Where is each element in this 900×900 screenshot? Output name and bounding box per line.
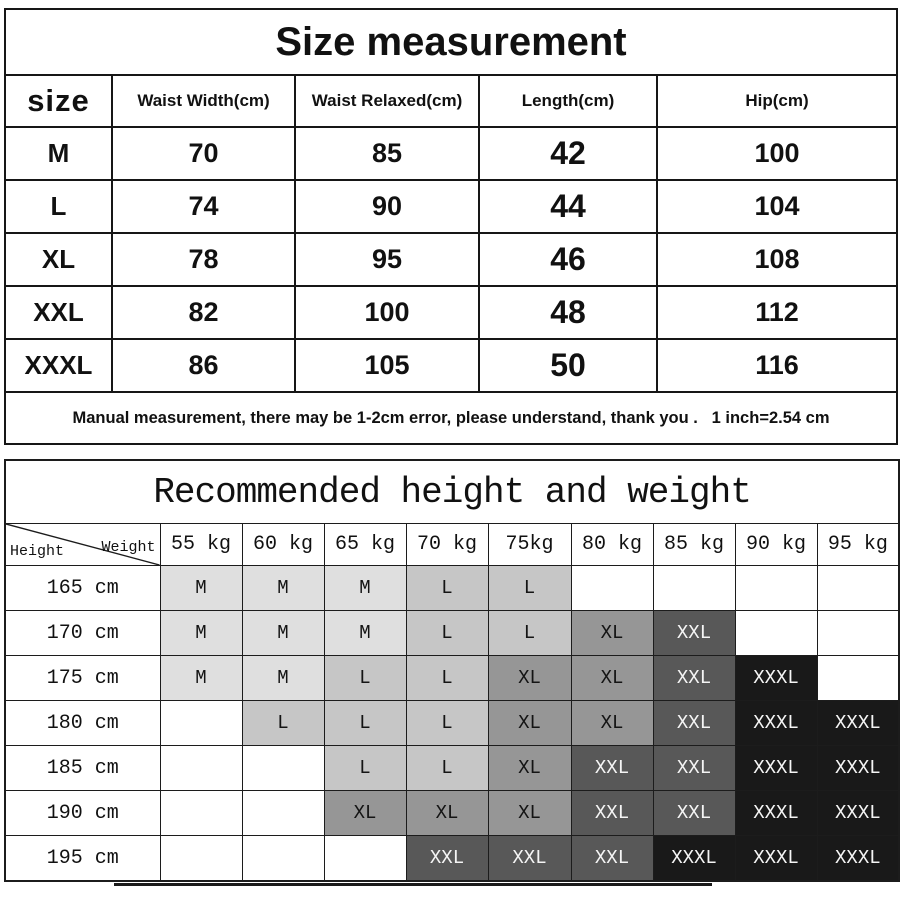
hip-value: 104 xyxy=(657,180,897,233)
waist-width-value: 78 xyxy=(112,233,295,286)
height-weight-corner-cell xyxy=(5,524,160,566)
grid-cell: XXL xyxy=(488,836,571,882)
height-row-175 xyxy=(5,656,899,701)
weight-header: 80 kg xyxy=(571,524,653,566)
size-label: XXXL xyxy=(5,339,112,392)
grid-cell: XL xyxy=(488,656,571,701)
grid-cell: XXXL xyxy=(735,656,817,701)
size-row-xxl xyxy=(5,286,897,339)
grid-cell: L xyxy=(406,701,488,746)
grid-cell: XL xyxy=(488,701,571,746)
column-header-size: size xyxy=(5,75,112,127)
height-label: 180 cm xyxy=(5,701,160,746)
waist-relaxed-value: 90 xyxy=(295,180,479,233)
grid-cell: XXL xyxy=(571,746,653,791)
recommended-height-weight-table xyxy=(4,459,900,882)
length-value: 44 xyxy=(479,180,657,233)
grid-cell: M xyxy=(160,656,242,701)
grid-cell: M xyxy=(160,566,242,611)
weight-header: 60 kg xyxy=(242,524,324,566)
grid-cell: XXXL xyxy=(735,836,817,882)
size-row-xl xyxy=(5,233,897,286)
grid-cell xyxy=(817,611,899,656)
grid-cell: XXL xyxy=(571,791,653,836)
grid-cell xyxy=(571,566,653,611)
grid-cell: L xyxy=(242,701,324,746)
height-row-165 xyxy=(5,566,899,611)
grid-cell: L xyxy=(488,611,571,656)
waist-relaxed-value: 95 xyxy=(295,233,479,286)
grid-cell: L xyxy=(406,611,488,656)
height-label: 165 cm xyxy=(5,566,160,611)
weight-header: 55 kg xyxy=(160,524,242,566)
grid-cell: XXXL xyxy=(817,836,899,882)
grid-cell: L xyxy=(406,746,488,791)
size-chart-page xyxy=(4,0,896,886)
grid-cell xyxy=(160,701,242,746)
grid-cell xyxy=(817,566,899,611)
size-table-title: Size measurement xyxy=(5,9,897,75)
grid-cell xyxy=(735,611,817,656)
grid-cell: XL xyxy=(324,791,406,836)
size-row-xxxl xyxy=(5,339,897,392)
size-row-m xyxy=(5,127,897,180)
grid-cell: XL xyxy=(571,701,653,746)
grid-cell xyxy=(324,836,406,882)
recommend-table-title: Recommended height and weight xyxy=(5,460,899,524)
grid-cell: L xyxy=(406,656,488,701)
weight-axis-label: Weight xyxy=(101,539,156,556)
height-label: 170 cm xyxy=(5,611,160,656)
grid-cell: M xyxy=(242,566,324,611)
grid-cell xyxy=(242,836,324,882)
waist-width-value: 74 xyxy=(112,180,295,233)
height-label: 185 cm xyxy=(5,746,160,791)
grid-cell: XL xyxy=(571,656,653,701)
hip-value: 100 xyxy=(657,127,897,180)
grid-cell: M xyxy=(242,656,324,701)
height-row-170 xyxy=(5,611,899,656)
grid-cell: M xyxy=(324,611,406,656)
waist-width-value: 82 xyxy=(112,286,295,339)
column-header-hip: Hip(cm) xyxy=(657,75,897,127)
weight-header: 90 kg xyxy=(735,524,817,566)
grid-cell: M xyxy=(160,611,242,656)
weight-header: 85 kg xyxy=(653,524,735,566)
grid-cell: XXXL xyxy=(817,791,899,836)
grid-cell xyxy=(242,746,324,791)
grid-cell xyxy=(160,836,242,882)
size-label: XL xyxy=(5,233,112,286)
size-measurement-table xyxy=(4,8,898,445)
grid-cell: XL xyxy=(488,791,571,836)
weight-header: 70 kg xyxy=(406,524,488,566)
hip-value: 116 xyxy=(657,339,897,392)
waist-relaxed-value: 100 xyxy=(295,286,479,339)
waist-width-value: 86 xyxy=(112,339,295,392)
size-label: M xyxy=(5,127,112,180)
weight-header: 95 kg xyxy=(817,524,899,566)
grid-cell xyxy=(160,746,242,791)
column-header-waist-width: Waist Width(cm) xyxy=(112,75,295,127)
hip-value: 108 xyxy=(657,233,897,286)
grid-cell: XXL xyxy=(653,656,735,701)
weight-header: 65 kg xyxy=(324,524,406,566)
weight-header: 75kg xyxy=(488,524,571,566)
grid-cell: L xyxy=(406,566,488,611)
grid-cell: L xyxy=(324,656,406,701)
height-label: 190 cm xyxy=(5,791,160,836)
grid-cell: XXL xyxy=(571,836,653,882)
grid-cell: M xyxy=(324,566,406,611)
height-row-195 xyxy=(5,836,899,882)
grid-cell xyxy=(242,791,324,836)
height-axis-label: Height xyxy=(10,543,65,560)
waist-width-value: 70 xyxy=(112,127,295,180)
size-label: XXL xyxy=(5,286,112,339)
grid-cell: XL xyxy=(488,746,571,791)
grid-cell: XXL xyxy=(653,746,735,791)
height-label: 195 cm xyxy=(5,836,160,882)
grid-cell: XL xyxy=(406,791,488,836)
grid-cell: XXL xyxy=(653,701,735,746)
grid-cell xyxy=(653,566,735,611)
grid-cell: L xyxy=(488,566,571,611)
height-row-180 xyxy=(5,701,899,746)
size-label: L xyxy=(5,180,112,233)
grid-cell: XL xyxy=(571,611,653,656)
waist-relaxed-value: 105 xyxy=(295,339,479,392)
length-value: 50 xyxy=(479,339,657,392)
grid-cell: XXXL xyxy=(653,836,735,882)
photo-shadow-line xyxy=(114,883,712,886)
grid-cell: M xyxy=(242,611,324,656)
height-row-185 xyxy=(5,746,899,791)
grid-cell: XXL xyxy=(653,791,735,836)
grid-cell xyxy=(735,566,817,611)
grid-cell: XXXL xyxy=(735,791,817,836)
grid-cell: XXL xyxy=(653,611,735,656)
grid-cell: XXL xyxy=(406,836,488,882)
grid-cell: XXXL xyxy=(817,701,899,746)
hip-value: 112 xyxy=(657,286,897,339)
height-row-190 xyxy=(5,791,899,836)
waist-relaxed-value: 85 xyxy=(295,127,479,180)
grid-cell xyxy=(160,791,242,836)
grid-cell: L xyxy=(324,746,406,791)
column-header-length: Length(cm) xyxy=(479,75,657,127)
height-label: 175 cm xyxy=(5,656,160,701)
grid-cell: XXXL xyxy=(735,701,817,746)
grid-cell: XXXL xyxy=(735,746,817,791)
length-value: 46 xyxy=(479,233,657,286)
size-row-l xyxy=(5,180,897,233)
measurement-note: Manual measurement, there may be 1-2cm error, please understand, thank you . 1 inch=2.54 cm xyxy=(5,392,897,444)
column-header-waist-relaxed: Waist Relaxed(cm) xyxy=(295,75,479,127)
grid-cell: XXXL xyxy=(817,746,899,791)
length-value: 42 xyxy=(479,127,657,180)
grid-cell xyxy=(817,656,899,701)
grid-cell: L xyxy=(324,701,406,746)
length-value: 48 xyxy=(479,286,657,339)
